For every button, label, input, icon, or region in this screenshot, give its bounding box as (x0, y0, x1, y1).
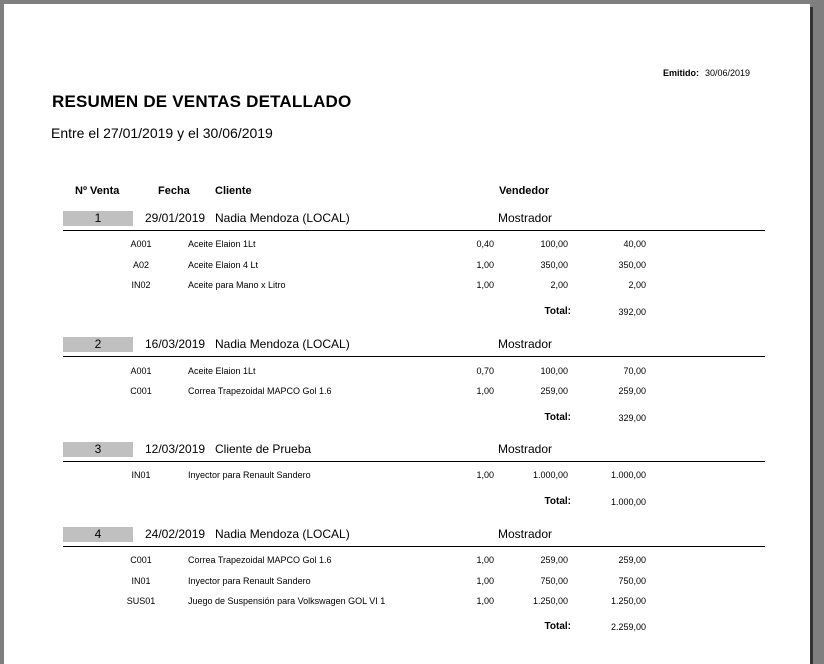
item-quantity: 1,00 (476, 576, 494, 586)
sale-client: Nadia Mendoza (LOCAL) (215, 211, 350, 225)
item-code: SUS01 (126, 596, 156, 606)
item-amount: 70,00 (623, 366, 646, 376)
sale-date: 29/01/2019 (145, 211, 206, 225)
sale-number: 2 (63, 337, 133, 352)
item-price: 100,00 (540, 366, 568, 376)
total-label: Total: (544, 412, 571, 423)
item-code: IN01 (131, 576, 151, 586)
item-quantity: 1,00 (476, 470, 494, 480)
sale-divider (63, 230, 765, 231)
total-value: 2.259,00 (610, 622, 646, 632)
sale-block (4, 211, 810, 331)
item-quantity: 1,00 (476, 596, 494, 606)
issued-date: 30/06/2019 (705, 68, 751, 78)
item-price: 750,00 (540, 576, 568, 586)
sale-date: 16/03/2019 (145, 337, 206, 351)
item-description: Juego de Suspensión para Volkswagen GOL VI 1 (188, 596, 386, 606)
item-amount: 259,00 (618, 386, 646, 396)
sale-total-row (4, 620, 810, 634)
column-header-client: Cliente (215, 185, 252, 197)
item-quantity: 1,00 (476, 280, 494, 290)
item-quantity: 0,40 (476, 239, 494, 249)
item-amount: 1.000,00 (610, 470, 646, 480)
sale-client: Cliente de Prueba (215, 442, 312, 456)
item-row (4, 364, 810, 378)
item-price: 1.250,00 (532, 596, 568, 606)
sale-block (4, 337, 810, 457)
item-description: Aceite Elaion 1Lt (188, 366, 256, 376)
issued-info (663, 68, 750, 78)
item-description: Aceite Elaion 4 Lt (188, 260, 259, 270)
item-price: 259,00 (540, 555, 568, 565)
item-amount: 2,00 (628, 280, 646, 290)
column-header-sale-number: Nº Venta (75, 185, 120, 197)
item-code: A001 (130, 366, 152, 376)
column-header-date: Fecha (158, 185, 190, 197)
item-amount: 750,00 (618, 576, 646, 586)
sale-total-row (4, 411, 810, 425)
item-code: C001 (130, 555, 152, 565)
sale-seller: Mostrador (498, 337, 553, 351)
total-label: Total: (544, 306, 571, 317)
item-amount: 259,00 (618, 555, 646, 565)
item-row (4, 594, 810, 608)
sale-divider (63, 546, 765, 547)
report-title: RESUMEN DE VENTAS DETALLADO (52, 92, 352, 111)
sale-block (4, 527, 810, 647)
sale-number: 3 (63, 442, 133, 457)
sale-number: 1 (63, 211, 133, 226)
item-amount: 40,00 (623, 239, 646, 249)
item-amount: 1.250,00 (610, 596, 646, 606)
total-value: 329,00 (618, 413, 646, 423)
item-price: 350,00 (540, 260, 568, 270)
item-price: 1.000,00 (532, 470, 568, 480)
item-row (4, 384, 810, 398)
item-quantity: 1,00 (476, 260, 494, 270)
item-code: A001 (130, 239, 152, 249)
item-row (4, 278, 810, 292)
sale-date: 12/03/2019 (145, 442, 206, 456)
item-code: IN01 (131, 470, 151, 480)
sale-client: Nadia Mendoza (LOCAL) (215, 527, 350, 541)
item-amount: 350,00 (618, 260, 646, 270)
total-value: 392,00 (618, 307, 646, 317)
sale-divider (63, 356, 765, 357)
item-row (4, 468, 810, 482)
sale-client: Nadia Mendoza (LOCAL) (215, 337, 350, 351)
item-row (4, 553, 810, 567)
report-subtitle: Entre el 27/01/2019 y el 30/06/2019 (51, 125, 273, 141)
sale-total-row (4, 495, 810, 509)
item-description: Correa Trapezoidal MAPCO Gol 1.6 (188, 386, 332, 396)
item-code: IN02 (131, 280, 151, 290)
column-header-seller: Vendedor (499, 185, 550, 197)
sale-seller: Mostrador (498, 527, 553, 541)
sale-number: 4 (63, 527, 133, 542)
sale-seller: Mostrador (498, 442, 553, 456)
report-page (4, 4, 810, 664)
total-value: 1.000,00 (610, 497, 646, 507)
item-description: Aceite para Mano x Litro (188, 280, 286, 290)
total-label: Total: (544, 496, 571, 507)
item-quantity: 1,00 (476, 555, 494, 565)
item-quantity: 0,70 (476, 366, 494, 376)
item-description: Correa Trapezoidal MAPCO Gol 1.6 (188, 555, 332, 565)
item-row (4, 258, 810, 272)
sale-divider (63, 461, 765, 462)
item-code: A02 (132, 260, 149, 270)
item-row (4, 237, 810, 251)
item-quantity: 1,00 (476, 386, 494, 396)
sale-seller: Mostrador (498, 211, 553, 225)
item-price: 2,00 (550, 280, 568, 290)
item-price: 259,00 (540, 386, 568, 396)
sale-total-row (4, 305, 810, 319)
item-price: 100,00 (540, 239, 568, 249)
item-code: C001 (130, 386, 152, 396)
item-row (4, 574, 810, 588)
item-description: Inyector para Renault Sandero (188, 576, 311, 586)
sale-date: 24/02/2019 (145, 527, 206, 541)
item-description: Aceite Elaion 1Lt (188, 239, 256, 249)
total-label: Total: (544, 621, 571, 632)
item-description: Inyector para Renault Sandero (188, 470, 311, 480)
issued-label: Emitido: (663, 68, 699, 78)
